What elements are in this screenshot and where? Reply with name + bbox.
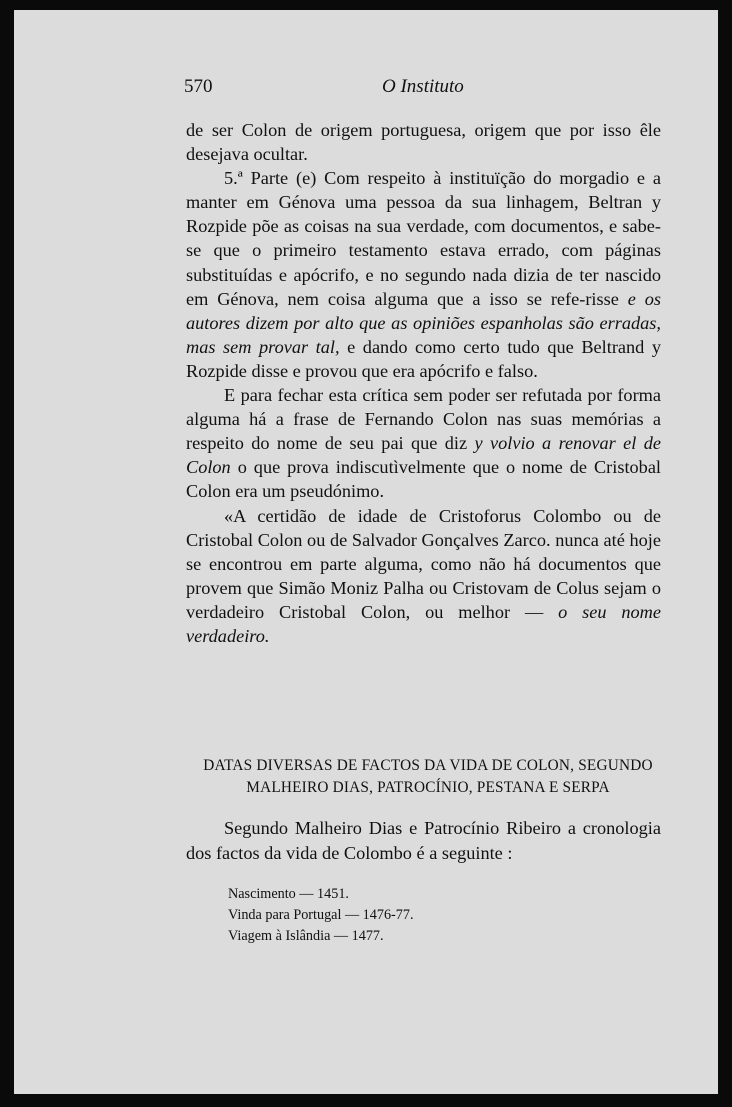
paragraph-2 bbox=[186, 166, 661, 383]
running-title: O Instituto bbox=[382, 76, 464, 97]
paragraph-5: Segundo Malheiro Dias e Patrocínio Ribeiro a cronologia dos factos da vida de Colombo é a seguinte : bbox=[186, 818, 661, 863]
paragraph-4-italic: o seu nome verdadeiro. bbox=[186, 601, 662, 646]
paragraph-3-italic: y volvio a renovar el de Colon bbox=[186, 433, 661, 478]
section-heading-line-1: DATAS DIVERSAS DE FACTOS DA VIDA DE COLON, SEGUNDO bbox=[203, 757, 653, 774]
paragraph-4 bbox=[186, 504, 661, 649]
body-text bbox=[186, 118, 661, 648]
fact-item: Viagem à Islândia — 1477. bbox=[228, 928, 384, 944]
fact-item: Vinda para Portugal — 1476-77. bbox=[228, 907, 414, 923]
section-heading bbox=[186, 755, 670, 799]
paragraph-2-italic: e os autores dizem por alto que as opiniões espanholas são erradas, mas sem provar tal, bbox=[186, 288, 661, 357]
section-heading-line-2: MALHEIRO DIAS, PATROCÍNIO, PESTANA E SERPA bbox=[246, 779, 610, 796]
book-page bbox=[14, 10, 718, 1094]
page-number: 570 bbox=[184, 76, 213, 97]
facts-list bbox=[228, 884, 414, 947]
paragraph-1: de ser Colon de origem portuguesa, origem que por isso êle desejava ocultar. bbox=[186, 120, 661, 165]
paragraph-2-lead: 5.ª Parte (e) Com respeito à instituïção do morgadio e a manter em Génova uma pessoa da sua linhagem, Beltran y Rozpide põe as coisas na sua verdade, com documentos, e sabe-se que o primeiro testamento estava errado, com páginas substituídas e apócrifo, e no segundo nada dizia de ter nascido em Génova, nem coisa alguma que a isso se refe-risse bbox=[186, 168, 661, 309]
fact-item: Nascimento — 1451. bbox=[228, 886, 349, 902]
paragraph-3 bbox=[186, 383, 661, 503]
paragraph-3-tail: o que prova indiscutìvelmente que o nome de Cristobal Colon era um pseudónimo. bbox=[186, 457, 662, 502]
paragraph-3-lead: E para fechar esta crítica sem poder ser refutada por forma alguma há a frase de Fernando Colon nas suas memórias a respeito do nome de seu pai que diz bbox=[186, 385, 661, 454]
paragraph-4-lead: «A certidão de idade de Cristoforus Colombo ou de Cristobal Colon ou de Salvador Gonçalves Zarco. nunca até hoje se encontrou em parte alguma, como não há documentos que provem que Simão Moniz Palha ou Cristovam de Colus sejam o verdadeiro Cristobal Colon, ou melhor — bbox=[186, 505, 661, 622]
paragraph-2-tail: e dando como certo tudo que Beltrand y Rozpide disse e provou que era apócrifo e falso. bbox=[186, 336, 662, 381]
